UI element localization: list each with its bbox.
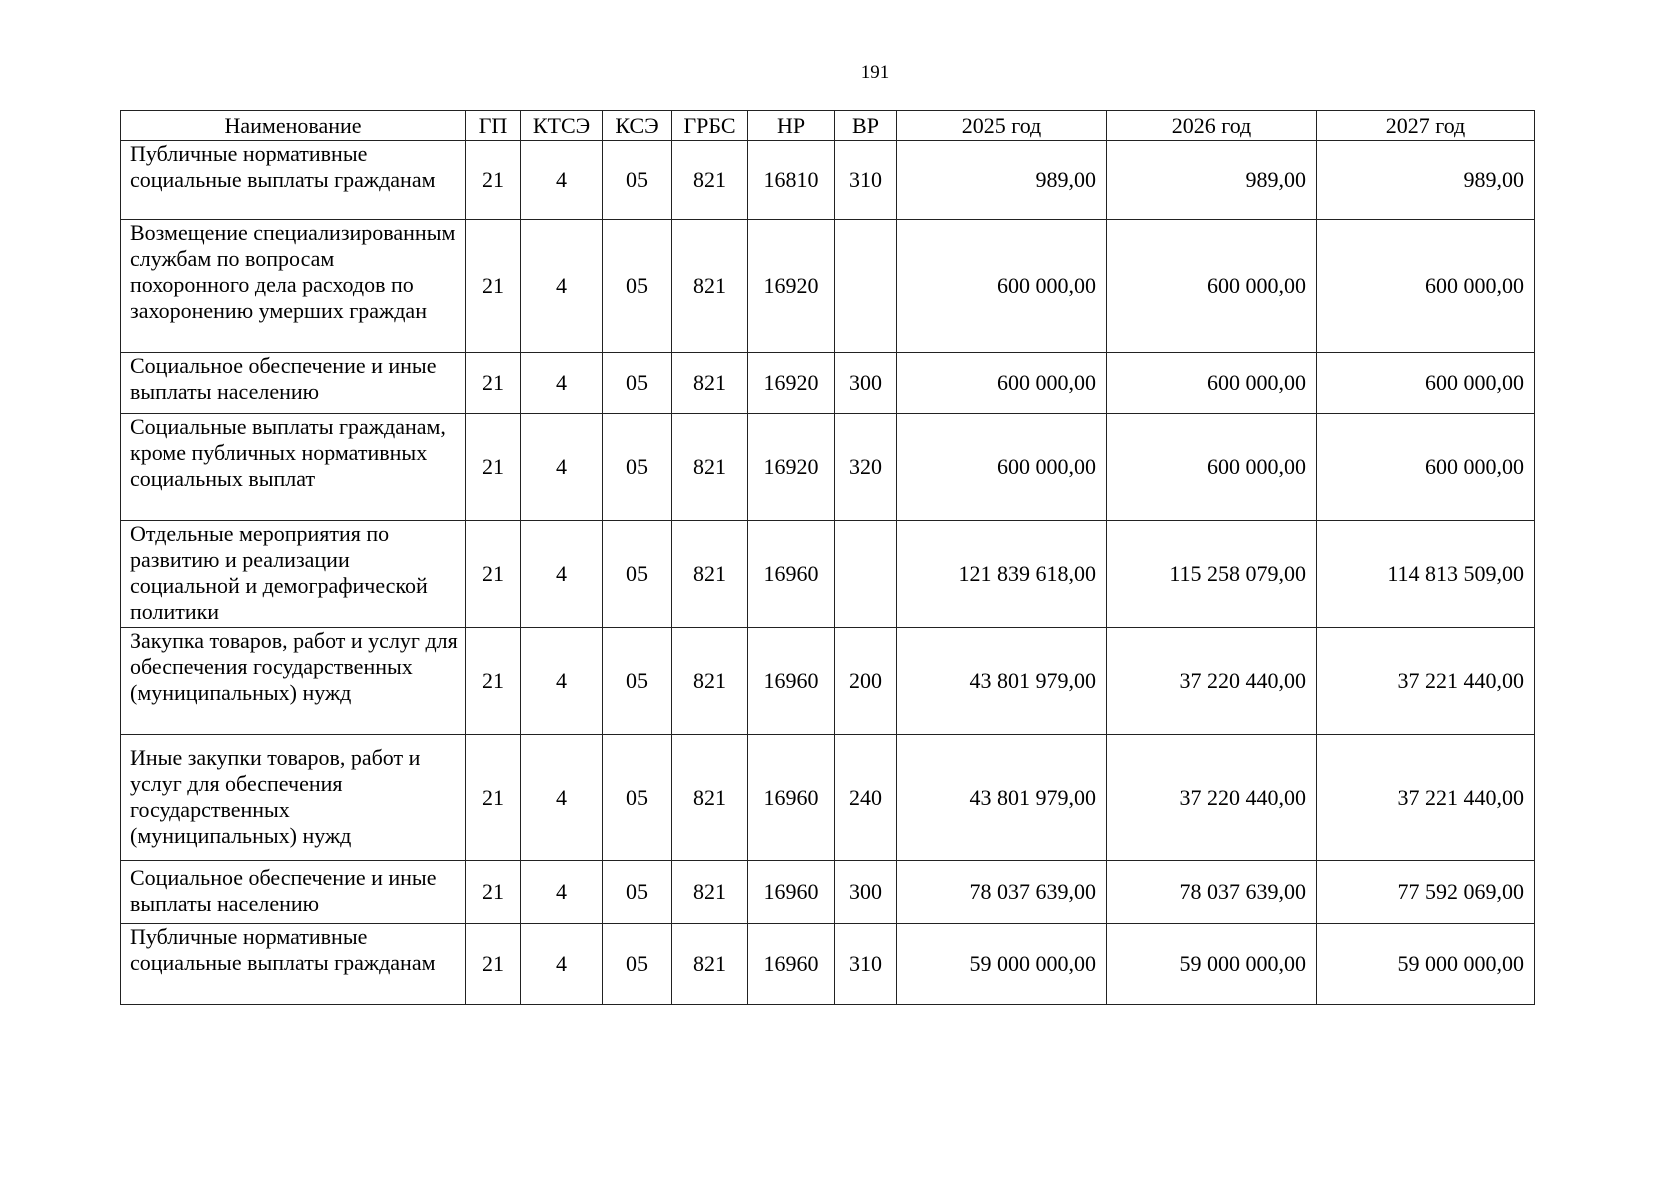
row-gp: 21 xyxy=(466,735,521,861)
row-gp: 21 xyxy=(466,141,521,220)
row-name: Социальное обеспечение и иные выплаты населению xyxy=(121,861,466,924)
row-2025: 78 037 639,00 xyxy=(897,861,1107,924)
row-nr: 16960 xyxy=(748,628,835,735)
row-2027: 600 000,00 xyxy=(1317,414,1535,521)
row-ktse: 4 xyxy=(521,861,603,924)
row-nr: 16920 xyxy=(748,220,835,353)
row-name: Отдельные мероприятия по развитию и реализации социальной и демографической политики xyxy=(121,521,466,628)
row-name: Социальное обеспечение и иные выплаты населению xyxy=(121,353,466,414)
header-2026: 2026 год xyxy=(1107,111,1317,141)
row-2026: 600 000,00 xyxy=(1107,220,1317,353)
header-name: Наименование xyxy=(121,111,466,141)
row-2025: 600 000,00 xyxy=(897,414,1107,521)
row-2025: 600 000,00 xyxy=(897,353,1107,414)
row-ktse: 4 xyxy=(521,353,603,414)
row-vr: 320 xyxy=(835,414,897,521)
row-grbs: 821 xyxy=(672,141,748,220)
row-vr: 240 xyxy=(835,735,897,861)
row-2025: 121 839 618,00 xyxy=(897,521,1107,628)
row-vr: 310 xyxy=(835,924,897,1005)
row-2027: 37 221 440,00 xyxy=(1317,735,1535,861)
row-gp: 21 xyxy=(466,861,521,924)
row-2026: 600 000,00 xyxy=(1107,353,1317,414)
row-gp: 21 xyxy=(466,628,521,735)
row-2026: 600 000,00 xyxy=(1107,414,1317,521)
row-ktse: 4 xyxy=(521,414,603,521)
header-row xyxy=(121,111,1535,141)
row-vr: 300 xyxy=(835,861,897,924)
page-number: 191 xyxy=(860,62,890,83)
row-nr: 16810 xyxy=(748,141,835,220)
row-grbs: 821 xyxy=(672,414,748,521)
row-ktse: 4 xyxy=(521,735,603,861)
row-2026: 115 258 079,00 xyxy=(1107,521,1317,628)
row-grbs: 821 xyxy=(672,220,748,353)
row-nr: 16960 xyxy=(748,521,835,628)
row-2027: 114 813 509,00 xyxy=(1317,521,1535,628)
row-kse: 05 xyxy=(603,353,672,414)
row-2025: 43 801 979,00 xyxy=(897,628,1107,735)
row-vr: 300 xyxy=(835,353,897,414)
row-ktse: 4 xyxy=(521,924,603,1005)
table-row xyxy=(121,861,1535,924)
row-kse: 05 xyxy=(603,628,672,735)
row-name: Публичные нормативные социальные выплаты гражданам xyxy=(121,141,466,220)
row-kse: 05 xyxy=(603,521,672,628)
row-2027: 600 000,00 xyxy=(1317,220,1535,353)
row-gp: 21 xyxy=(466,220,521,353)
row-name: Социальные выплаты гражданам, кроме публичных нормативных социальных выплат xyxy=(121,414,466,521)
row-vr xyxy=(835,220,897,353)
row-nr: 16920 xyxy=(748,353,835,414)
row-vr xyxy=(835,521,897,628)
row-name: Иные закупки товаров, работ и услуг для обеспечения государственных (муниципальных) нужд xyxy=(121,735,466,861)
row-2025: 600 000,00 xyxy=(897,220,1107,353)
row-2027: 37 221 440,00 xyxy=(1317,628,1535,735)
row-grbs: 821 xyxy=(672,628,748,735)
budget-table xyxy=(120,110,1535,1005)
row-2027: 600 000,00 xyxy=(1317,353,1535,414)
header-ktse: КТСЭ xyxy=(521,111,603,141)
row-kse: 05 xyxy=(603,735,672,861)
header-gp: ГП xyxy=(466,111,521,141)
row-2026: 78 037 639,00 xyxy=(1107,861,1317,924)
row-ktse: 4 xyxy=(521,220,603,353)
row-ktse: 4 xyxy=(521,521,603,628)
row-2026: 37 220 440,00 xyxy=(1107,735,1317,861)
row-2027: 989,00 xyxy=(1317,141,1535,220)
row-2026: 989,00 xyxy=(1107,141,1317,220)
row-vr: 310 xyxy=(835,141,897,220)
row-ktse: 4 xyxy=(521,141,603,220)
header-2025: 2025 год xyxy=(897,111,1107,141)
row-kse: 05 xyxy=(603,141,672,220)
table-row xyxy=(121,141,1535,220)
row-2026: 37 220 440,00 xyxy=(1107,628,1317,735)
row-nr: 16960 xyxy=(748,924,835,1005)
table-row xyxy=(121,924,1535,1005)
table-row xyxy=(121,628,1535,735)
row-gp: 21 xyxy=(466,924,521,1005)
row-kse: 05 xyxy=(603,220,672,353)
table-row xyxy=(121,414,1535,521)
row-kse: 05 xyxy=(603,861,672,924)
row-nr: 16960 xyxy=(748,735,835,861)
row-kse: 05 xyxy=(603,924,672,1005)
row-2025: 989,00 xyxy=(897,141,1107,220)
row-ktse: 4 xyxy=(521,628,603,735)
header-2027: 2027 год xyxy=(1317,111,1535,141)
row-2026: 59 000 000,00 xyxy=(1107,924,1317,1005)
row-grbs: 821 xyxy=(672,735,748,861)
header-kse: КСЭ xyxy=(603,111,672,141)
header-nr: НР xyxy=(748,111,835,141)
row-2027: 59 000 000,00 xyxy=(1317,924,1535,1005)
row-grbs: 821 xyxy=(672,521,748,628)
row-gp: 21 xyxy=(466,521,521,628)
row-2025: 43 801 979,00 xyxy=(897,735,1107,861)
row-name: Закупка товаров, работ и услуг для обеспечения государственных (муниципальных) нужд xyxy=(121,628,466,735)
row-name: Возмещение специализированным службам по вопросам похоронного дела расходов по захоронению умерших граждан xyxy=(121,220,466,353)
row-nr: 16960 xyxy=(748,861,835,924)
row-gp: 21 xyxy=(466,353,521,414)
row-2027: 77 592 069,00 xyxy=(1317,861,1535,924)
table-row xyxy=(121,735,1535,861)
row-grbs: 821 xyxy=(672,924,748,1005)
row-kse: 05 xyxy=(603,414,672,521)
row-vr: 200 xyxy=(835,628,897,735)
header-vr: ВР xyxy=(835,111,897,141)
row-2025: 59 000 000,00 xyxy=(897,924,1107,1005)
header-grbs: ГРБС xyxy=(672,111,748,141)
row-gp: 21 xyxy=(466,414,521,521)
row-grbs: 821 xyxy=(672,353,748,414)
table-row xyxy=(121,353,1535,414)
table-row xyxy=(121,220,1535,353)
row-name: Публичные нормативные социальные выплаты гражданам xyxy=(121,924,466,1005)
row-nr: 16920 xyxy=(748,414,835,521)
table-row xyxy=(121,521,1535,628)
row-grbs: 821 xyxy=(672,861,748,924)
